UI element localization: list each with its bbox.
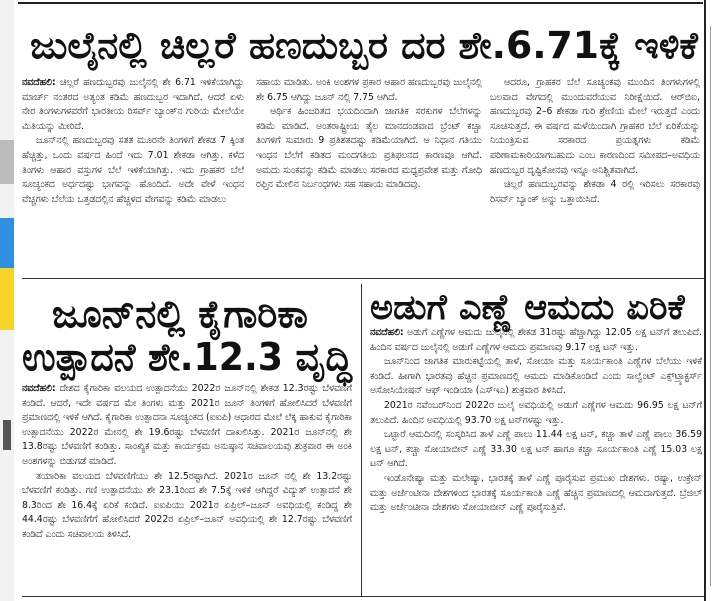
adjacent-page-edge-right [704,0,720,601]
dateline: ನವದೆಹಲಿ: [22,383,56,394]
oil-headline: ಅಡುಗೆ ಎಣ್ಣೆ ಆಮದು ಏರಿಕೆ [370,288,685,328]
industrial-story-body [22,382,352,543]
main-story-column-1 [22,76,244,207]
main-story-paragraph: ಸಹಾಯ ಮಾಡಿತು. ಅಂಕಿ ಅಂಶಗಳ ಪ್ರಕಾರ ಆಹಾರ ಹಣದುಬ್ಬರವು ಜುಲೈನಲ್ಲಿ ಶೇ 6.75 ಆಗಿದ್ದು ಜೂನ್ ನಲ್ಲಿ 7.75 ಆಗಿದೆ. [256,77,482,103]
main-story-column-3 [490,76,700,207]
bottom-rule [22,596,704,597]
edge-grey-block [0,140,14,184]
oil-story-paragraph: 2021ರ ನವೆಂಬರ್‌ನಿಂದ 2022ರ ಜುಲೈ ಅವಧಿಯಲ್ಲಿ ಅಡುಗೆ ಎಣ್ಣೆಗಳ ಆಮದು 96.95 ಲಕ್ಷ ಟನ್‌ಗೆ ತಲುಪಿದೆ. ಹಿಂದಿನ ಅವಧಿಯಲ್ಲಿ 93.70 ಲಕ್ಷ ಟನ್‌ಗಳಷ್ಟು ಇತ್ತು. [370,399,702,426]
oil-story-paragraph: ಜೂನ್‌ನಿಂದ ಜಾಗತಿಕ ಮಾರುಕಟ್ಟೆಯಲ್ಲಿ ತಾಳೆ, ಸೋಯಾ ಮತ್ತು ಸೂರ್ಯಕಾಂತಿ ಎಣ್ಣೆಗಳ ಬೆಲೆಯು ಇಳಿಕೆ ಕಂಡಿದೆ. ಹೀಗಾಗಿ ಭಾರತವು ಹೆಚ್ಚಿನ ಪ್ರಮಾಣದಲ್ಲಿ ಆಮದು ಮಾಡಿಕೊಂಡಿದೆ ಎಂದು ಸಾಲ್ವೆಂಟ್ ಎಕ್ಸ್‌ಟ್ರ್ಯಾಕ್ಟರ್ಸ್ ಅಸೋಸಿಯೇಷನ್ ಆಫ್ ಇಂಡಿಯಾ (ಎಸ್‌ಇಎ) ಶುಕ್ರವಾರ ತಿಳಿಸಿದೆ. [370,356,702,397]
main-story-paragraph: ನವದೆಹಲಿ: ಚಿಲ್ಲರೆ ಹಣದುಬ್ಬರವು ಜುಲೈನಲ್ಲಿ ಶೇ 6.71 ಇಳಿಕೆಯಾಗಿದ್ದು ಮಾರ್ಚ್ ನಂತರದ ಅತ್ಯಂತ ಕಡಿಮೆ ಹಣದುಬ್ಬರ ಇದಾಗಿದೆ. ಆದರೆ ಏಳು ನೇರ ತಿಂಗಳುಗಳವರೆಗೆ ಭಾರತೀಯ ರಿಸರ್ವ್ ಬ್ಯಾಂಕ್‌ನ ಗುರಿಯ ಮೇಲೆಯೇ ಮಿತಿಯನ್ನು ಮೀರಿದೆ. [22,77,244,132]
adjacent-page-edge-left [0,0,14,601]
main-story-paragraph: ಚಿಲ್ಲರೆ ಹಣದುಬ್ಬರವನ್ನು ಶೇಕಡಾ 4 ರಲ್ಲಿ ಇರಿಸಲು ಸರಕಾರವು ರಿಸರ್ವ್ ಬ್ಯಾಂಕ್ ಅನ್ನು ಒತ್ತಾಯಿಸಿದೆ. [490,179,700,205]
edge-line [710,26,717,586]
main-story-paragraph: ಆರ್ಥಿಕ ಹಿಂಜರಿತದ ಭಯದಿಂದಾಗಿ ಜಾಗತಿಕ ಸರಕುಗಳ ಬೆಲೆಗಳನ್ನು ಕಡಿಮೆ ಮಾಡಿದೆ. ಅಂತರಾಷ್ಟ್ರೀಯ ತೈಲ ಮಾನದಂಡವಾದ ಬ್ರೆಂಟ್ ಕಚ್ಚಾ ತಿಂಗಳಿಗೆ ಸುಮಾರು 9 ಪ್ರತಿಶತದಷ್ಟು ಕಡಿಮೆಯಾಗಿದೆ. ಆ ನಿಧಾನ ಗತಿಯು ಇಂಧನ ಬೆಲೆಗೆ ಕಡಿತದ ಮಂದಗತಿಯ ಪ್ರತಿಫಲನದ ಕಾರಣವೂ ಆಗಿದೆ. ಅಮದು ಸುಂಕವನ್ನು ಕಡಿಮೆ ಮಾಡಲು ಸರಕಾರದ ಮಧ್ಯಪ್ರವೇಶ ಮತ್ತು ಗೋಧಿ ರಫ್ತಿನ ಮೇಲಿನ ನಿರ್ಬಂಧಗಳು ಸಹ ಸಹಾಯ ಮಾಡಿದವು. [256,106,482,191]
column-divider [361,284,362,596]
dateline: ನವದೆಹಲಿ: [22,77,56,88]
industrial-headline-line-1: ಜೂನ್‌ನಲ್ಲಿ ಕೈಗಾರಿಕಾ [52,292,308,336]
section-divider [22,278,704,279]
industrial-story-paragraph: ತಯಾರಿಕಾ ವಲಯದ ಬೆಳವಣಿಗೆಯು ಶೇ 12.5ರಷ್ಟಾಗಿದೆ. 2021ರ ಜೂನ್ ನಲ್ಲಿ ಶೇ 13.2ರಷ್ಟು ಬೆಳವಣಿಗೆ ಕಂಡಿತ್ತು. ಗಣಿ ಉತ್ಪಾದನೆಯು ಶೇ 23.1ರಿಂದ ಶೇ 7.5ಕ್ಕೆ ಇಳಿಕೆ ಆಗಿದ್ದರೆ ವಿದ್ಯುತ್ ಉತ್ಪಾದನೆ ಶೇ 8.3ರಿಂದ ಶೇ 16.4ಕ್ಕೆ ಏರಿಕೆ ಕಂಡಿದೆ. ಐಐಪಿಯು 2021ರ ಏಪ್ರಿಲ್–ಜೂನ್ ಅವಧಿಯಲ್ಲಿ ಕಂಡಿದ್ದ ಶೇ 44.4ರಷ್ಟು ಬೆಳವಣಿಗೆಗೆ ಹೋಲಿಸಿದರೆ 2022ರ ಏಪ್ರಿಲ್–ಜೂನ್ ಅವಧಿಯಲ್ಲಿ ಶೇ 12.7ರಷ್ಟು ಬೆಳವಣಿಗೆ ಕಂಡಿದೆ ಎಂದು ಸಚಿವಾಲಯ ತಿಳಿಸಿದೆ. [22,470,352,540]
dateline: ನವದೆಹಲಿ: [370,327,404,338]
oil-story-paragraph: ನವದೆಹಲಿ: ಅಡುಗೆ ಎಣ್ಣೆಗಳ ಆಮದು ಜುಲೈನಲ್ಲಿ ಶೇಕಡ 31ರಷ್ಟು ಹೆಚ್ಚಾಗಿದ್ದು 12.05 ಲಕ್ಷ ಟನ್‌ಗೆ ತಲುಪಿದೆ. ಹಿಂದಿನ ವರ್ಷದ ಜುಲೈನಲ್ಲಿ ಅಡುಗೆ ಎಣ್ಣೆಗಳ ಆಮದು ಪ್ರಮಾಣವು 9.17 ಲಕ್ಷ ಟನ್ ಇತ್ತು. [370,327,702,353]
main-story-paragraph: ಆದರೂ, ಗ್ರಾಹಕರ ಬೆಲೆ ಸೂಚ್ಯಂಕವು ಮುಂದಿನ ತಿಂಗಳುಗಳಲ್ಲಿ ಬಲವಾದ ವೇಗದಲ್ಲಿ ಮುಂದುವರೆಯುವ ನಿರೀಕ್ಷೆಯಿದೆ. ಆರ್‌ಬಿಐ, ಹಣದುಬ್ಬರವು 2–6 ಶೇಕಡಾ ಗುರಿ ಶ್ರೇಣಿಯ ಮೇಲೆ ಇರುತ್ತದೆ ಎಂದು ಸೂಚಿಸುತ್ತದೆ. ಈ ವರ್ಷದ ಮಳೆಯಿಂದಾಗಿ ಗ್ರಾಹಕರ ಬೆಲೆ ಏರಿಕೆಯನ್ನು ನಿಯಂತ್ರಿಸುವ ಸರಕಾರದ ಪ್ರಯತ್ನಗಳು ಕಡಿಮೆ ಪರಿಣಾಮಕಾರಿಯಾಗಬಹುದು ಎಂಬ ಕಾರಣದಿಂದ ಸಮೀಪದ–ಅವಧಿಯ ಹಣದುಬ್ಬರ ದೃಷ್ಟಿಕೋನವು ಇನ್ನೂ ಅನಿಶ್ಚಿತವಾಗಿದೆ. [490,77,700,176]
main-headline: ಜುಲೈನಲ್ಲಿ ಚಿಲ್ಲರೆ ಹಣದುಬ್ಬರ ದರ ಶೇ.6.71ಕ್ಕೆ ಇಳಿಕೆ [30,24,698,67]
oil-story-paragraph: ಒಟ್ಟಾರೆ ಆಮದಿನಲ್ಲಿ ಸಂಸ್ಕರಿಸಿದ ತಾಳೆ ಎಣ್ಣೆ ಪಾಲು 11.44 ಲಕ್ಷ ಟನ್, ಕಚ್ಚಾ ತಾಳೆ ಎಣ್ಣೆ ಪಾಲು 36.59 ಲಕ್ಷ ಟನ್, ಕಚ್ಚಾ ಸೋಯಾಬೀನ್ ಎಣ್ಣೆ 33.30 ಲಕ್ಷ ಟನ್ ಹಾಗೂ ಕಚ್ಚಾ ಸೂರ್ಯಕಾಂತಿ ಎಣ್ಣೆ 15.03 ಲಕ್ಷ ಟನ್ ಆಗಿದೆ. [370,429,702,470]
top-rule [18,2,703,4]
industrial-story-paragraph: ನವದೆಹಲಿ: ದೇಶದ ಕೈಗಾರಿಕಾ ವಲಯದ ಉತ್ಪಾದನೆಯು 2022ರ ಜೂನ್‌ನಲ್ಲಿ ಶೇಕಡ 12.3ರಷ್ಟು ಬೆಳವಣಿಗೆ ಕಂಡಿದೆ. ಆದರೆ, ಇದೇ ವರ್ಷದ ಮೇ ತಿಂಗಳು ಮತ್ತು 2021ರ ಜೂನ್ ತಿಂಗಳಿಗೆ ಹೋಲಿಸಿದರೆ ಬೆಳವಣಿಗೆ ಪ್ರಮಾಣದಲ್ಲಿ ಇಳಿಕೆ ಆಗಿದೆ. ಕೈಗಾರಿಕಾ ಉತ್ಪಾದನಾ ಸೂಚ್ಯಂಕದ (ಐಐಪಿ) ಆಧಾರದ ಮೇಲೆ ಲೆಕ್ಕ ಹಾಕುವ ಕೈಗಾರಿಕಾ ಉತ್ಪಾದನೆಯು 2022ರ ಮೇನಲ್ಲಿ ಶೇ 19.6ರಷ್ಟು ಬೆಳವಣಿಗೆ ದಾಖಲಿಸಿತ್ತು. 2021ರ ಜೂನ್‌ನಲ್ಲಿ ಶೇ 13.8ರಷ್ಟು ಬೆಳವಣಿಗೆ ಕಂಡಿತ್ತು. ಸಾಂಖ್ಯಿಕ ಮತ್ತು ಕಾರ್ಯಕ್ರಮ ಅನುಷ್ಠಾನ ಸಚಿವಾಲಯವು ಶುಕ್ರವಾರ ಈ ಅಂಕಿ ಅಂಶಗಳನ್ನು ಬಿಡುಗಡೆ ಮಾಡಿದೆ. [22,383,352,467]
main-story-paragraph: ಜೂನ್‌ನಲ್ಲಿ ಹಣದುಬ್ಬರವು ಸತತ ಮೂರನೇ ತಿಂಗಳಿಗೆ ಶೇಕಡ 7 ಕ್ಕಿಂತ ಹೆಚ್ಚಿತ್ತು, ಒಂದು ವರ್ಷದ ಹಿಂದೆ ಇದು 7.01 ಶೇಕಡಾ ಆಗಿತ್ತು. ಕಳೆದ ತಿಂಗಳು ಆಹಾರ ವಸ್ತುಗಳ ಬೆಲೆ ಇಳಿಕೆಯಾಗಿತ್ತು. ಇದು ಗ್ರಾಹಕರ ಬೆಲೆ ಸೂಚ್ಯಂಕದ ಅರ್ಧದಷ್ಟು ಭಾಗವನ್ನು ಹೊಂದಿದೆ. ಅದೇ ವೇಳೆ ಇಂಧನ ವೆಚ್ಚಗಳು ಬೆಲೆಯ ಒತ್ತಡದಲ್ಲಿನ ಹೆಚ್ಚಳದ ವೇಗವನ್ನು ಕಡಿಮೆ ಮಾಡಲು [22,135,244,205]
main-story-column-2 [256,76,482,193]
industrial-headline-line-2: ಉತ್ಪಾದನೆ ಶೇ.12.3 ವೃದ್ಧಿ [22,335,352,379]
edge-blue-block [0,218,14,270]
edge-dark-block [3,420,11,450]
edge-yellow-block [0,268,14,330]
oil-story-paragraph: ಇಂಡೊನೇಷ್ಯಾ ಮತ್ತು ಮಲೇಷ್ಯಾ, ಭಾರತಕ್ಕೆ ತಾಳೆ ಎಣ್ಣೆ ಪೂರೈಸುವ ಪ್ರಮುಖ ದೇಶಗಳು. ರಷ್ಯಾ, ಉಕ್ರೇನ್ ಮತ್ತು ಅರ್ಜೆಂಟೀನಾ ದೇಶಗಳಿಂದ ಭಾರತಕ್ಕೆ ಸೂರ್ಯಕಾಂತಿ ಎಣ್ಣೆ ಹೆಚ್ಚಿನ ಪ್ರಮಾಣದಲ್ಲಿ ಆಮದಾಗುತ್ತದೆ. ಬ್ರೆಜಿಲ್ ಮತ್ತು ಅರ್ಜೆಂಟೀನಾ ದೇಶಗಳು ಸೋಯಾಬೀನ್ ಎಣ್ಣೆ ಪೂರೈಸುತ್ತಿವೆ. [370,472,702,514]
oil-story-body [370,326,702,516]
